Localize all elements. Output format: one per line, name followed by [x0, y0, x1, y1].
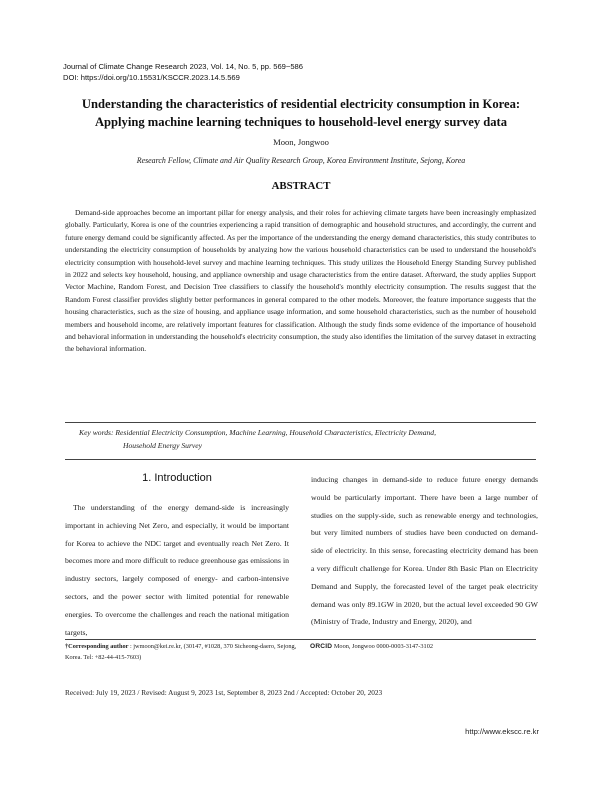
- keywords-bottom-rule: [65, 459, 536, 460]
- corresponding-author-label: †Corresponding author: [65, 643, 129, 650]
- abstract-body: Demand-side approaches become an important pillar for energy analysis, and their roles for achieving climate targets have been increasingly emphasized globally. Particularly, Korea is one of the countries experiencing a rapid transition of demographic and household structures, and accordingly, the current and future energy demand could be significantly affected. As per the importance of the understanding the energy demand characteristics, this study contributes to understanding the electricity consumption of households by analyzing how the various household characteristics can be used to understand the household's electricity consumption with household-level survey and machine learning techniques. This study utilizes the Household Energy Standing Survey published in 2022 and selects key household, housing, and appliance ownership and usage characteristics from the entire dataset. Afterward, the study applies Support Vector Machine, Random Forest, and Decision Tree classifiers to classify the household's monthly electricity consumption. The results suggest that the Random Forest classifier provides slightly better performances in general compared to the other models. Moreover, the feature importance suggests that the housing characteristics, such as the size of housing, and appliance usage information, and some household characteristics, such as the number of household members and household income, are relatively important features for classification. Although the study finds some evidence of the importance of household and behavioral information in understanding the household's electricity consumption, the study also identifies the limitation of the survey dataset in extracting the behavioral information.: [65, 208, 536, 354]
- title-line-2: Applying machine learning techniques to household-level energy survey data: [94, 114, 508, 129]
- abstract-heading: ABSTRACT: [271, 180, 331, 192]
- corresponding-author-note: [65, 642, 300, 663]
- keywords: [79, 427, 529, 452]
- keywords-line-1: Key words: Residential Electricity Consumption, Machine Learning, Household Characteristics, Electricity Demand,: [79, 428, 436, 437]
- journal-citation: Journal of Climate Change Research 2023, Vol. 14, No. 5, pp. 569~586: [63, 62, 303, 71]
- keywords-line-2: Household Energy Survey: [123, 440, 203, 450]
- orcid-text: Moon, Jongwoo 0000-0003-3147-3102: [333, 643, 434, 650]
- journal-website-link[interactable]: http://www.ekscc.re.kr: [465, 727, 539, 736]
- author-affiliation: Research Fellow, Climate and Air Quality Research Group, Korea Environment Institute, Sejong, Korea: [136, 156, 466, 165]
- paper-title: [60, 96, 542, 131]
- journal-header: [63, 62, 303, 83]
- introduction-column-2: inducing changes in demand-side to reduce future energy demands would be particularly important. There have been a large number of studies on the supply-side, such as renewable energy and technologies, but very limited numbers of studies have been conducted on demand-side of electricity. In this sense, forecasting electricity demand has been a very difficult challenge for Korea. Under 8th Basic Plan on Electricity Demand and Supply, the forecasted level of the target peak electricity demand was only 89.1GW in 2020, but the actual level exceeded 90 GW (Ministry of Trade, Industry and Energy, 2020), and: [311, 475, 538, 627]
- author-name: Moon, Jongwoo: [273, 137, 329, 147]
- footnote-rule: [65, 639, 536, 640]
- section-heading-introduction: 1. Introduction: [142, 472, 212, 484]
- keywords-top-rule: [65, 422, 536, 423]
- corresponding-author-text: : jwmoon@kei.re.kr, (30147, #1028, 370 Sicheong-daero, Sejong, Korea. Tel: +82-44-415-7603): [65, 643, 297, 661]
- journal-doi: DOI: https://doi.org/10.15531/KSCCR.2023.14.5.569: [63, 72, 240, 82]
- title-line-1: Understanding the characteristics of residential electricity consumption in Korea:: [81, 97, 521, 111]
- introduction-column-1: The understanding of the energy demand-side is increasingly important in achieving Net Zero, and especially, it would be important for Korea to achieve the NDC target and eventually reach Net Zero. It becomes more and more difficult to reduce greenhouse gas emissions in industry sectors, largely composed of energy- and carbon-intensive sectors, and the power sector with limited potential for renewable energies. To overcome the challenges and reach the national mitigation targets,: [65, 503, 289, 637]
- orcid-label: ORCID: [310, 643, 333, 650]
- orcid-note: [310, 642, 538, 653]
- received-dates: Received: July 19, 2023 / Revised: August 9, 2023 1st, September 8, 2023 2nd / Accepted: October 20, 2023: [65, 688, 383, 697]
